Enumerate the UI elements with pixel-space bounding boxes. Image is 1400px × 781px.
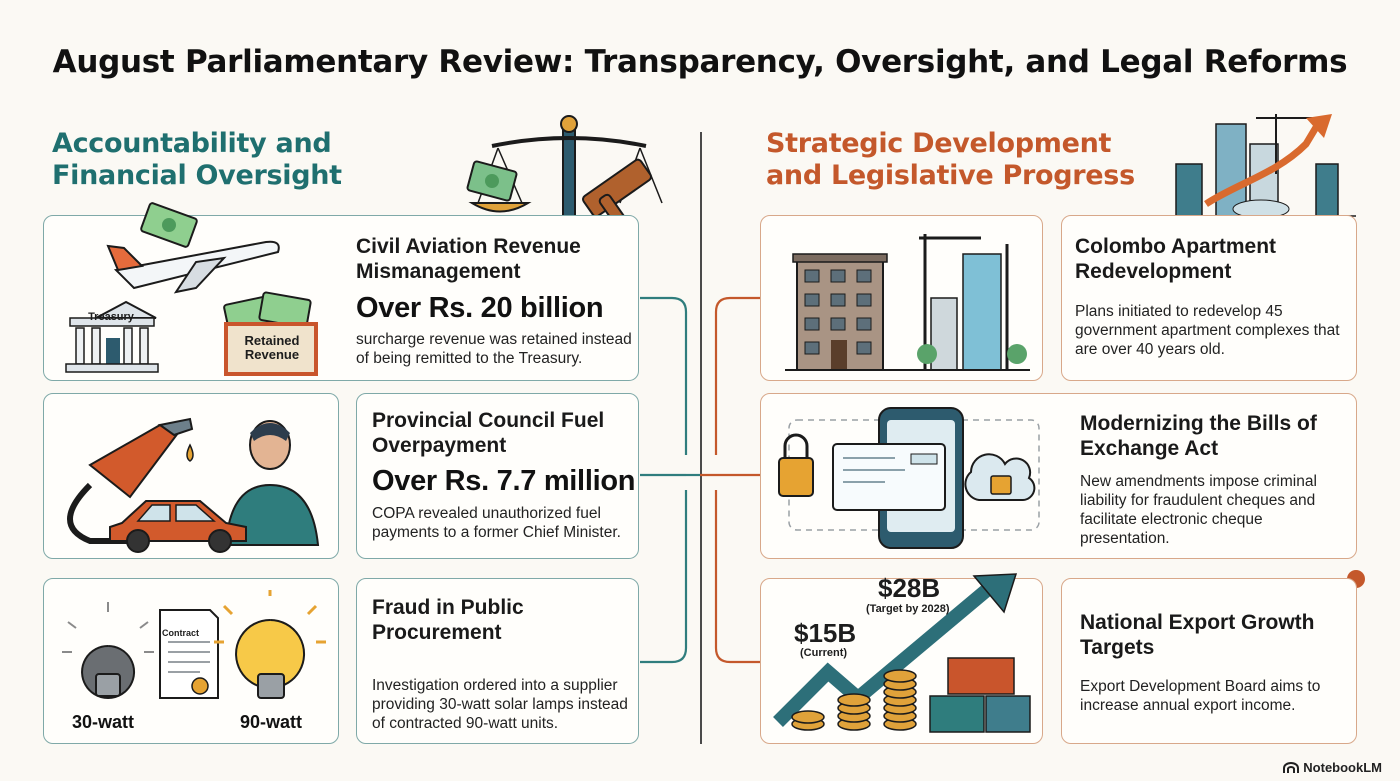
- aviation-card-text: surcharge revenue was retained instead of being remitted to the Treasury.: [356, 331, 632, 367]
- apartment-card-title: Colombo Apartment Redevelopment: [1075, 235, 1277, 283]
- bills-card-text: New amendments impose criminal liability for fraudulent cheques and facilitate electronic cheque presentation.: [1080, 473, 1317, 547]
- notebooklm-logo-icon: [1283, 762, 1299, 774]
- digital-cheque-icon: [775, 402, 1055, 552]
- fuel-card-title: Provincial Council Fuel Overpayment: [372, 409, 605, 457]
- fuel-card-text: COPA revealed unauthorized fuel payments to a former Chief Minister.: [372, 505, 621, 541]
- bills-card-title: Modernizing the Bills of Exchange Act: [1080, 412, 1317, 460]
- fuel-pump-car-icon: [50, 405, 336, 555]
- 90-watt-label: 90-watt: [240, 712, 303, 732]
- old-new-buildings-icon: [785, 224, 1030, 374]
- page-title: August Parliamentary Review: Transparency, Oversight, and Legal Reforms: [52, 44, 1348, 80]
- export-card-text: Export Development Board aims to increase annual export income.: [1080, 678, 1321, 714]
- current-export-value: $15B: [794, 618, 857, 648]
- export-card: [1061, 578, 1357, 744]
- right-section-title: Strategic Development and Legislative Progress: [766, 128, 1135, 191]
- contract-label: Contract: [162, 628, 200, 638]
- treasury-label: Treasury: [88, 311, 134, 323]
- procurement-card-title: Fraud in Public Procurement: [372, 596, 524, 644]
- retained-revenue-label: Retained Revenue: [244, 333, 300, 362]
- export-card-title: National Export Growth Targets: [1080, 611, 1315, 659]
- apartment-card-text: Plans initiated to redevelop 45 government apartment complexes that are over 40 years old.: [1075, 303, 1340, 358]
- left-section-title: Accountability and Financial Oversight: [52, 128, 342, 191]
- brand-name: NotebookLM: [1303, 760, 1382, 775]
- target-export-value: $28B: [878, 573, 941, 603]
- 30-watt-label: 30-watt: [72, 712, 135, 732]
- target-export-caption: (Target by 2028): [866, 603, 950, 615]
- aviation-card-figure: Over Rs. 20 billion: [356, 292, 604, 324]
- lamps-contract-icon: [60, 590, 330, 710]
- fuel-card-figure: Over Rs. 7.7 million: [372, 465, 636, 497]
- brand-watermark: [1283, 760, 1382, 775]
- aviation-card-title: Civil Aviation Revenue Mismanagement: [356, 235, 581, 283]
- city-growth-icon: [1166, 104, 1356, 218]
- current-export-caption: (Current): [800, 647, 848, 659]
- procurement-card-text: Investigation ordered into a supplier providing 30-watt solar lamps instead of contracted 90-watt units.: [372, 677, 628, 732]
